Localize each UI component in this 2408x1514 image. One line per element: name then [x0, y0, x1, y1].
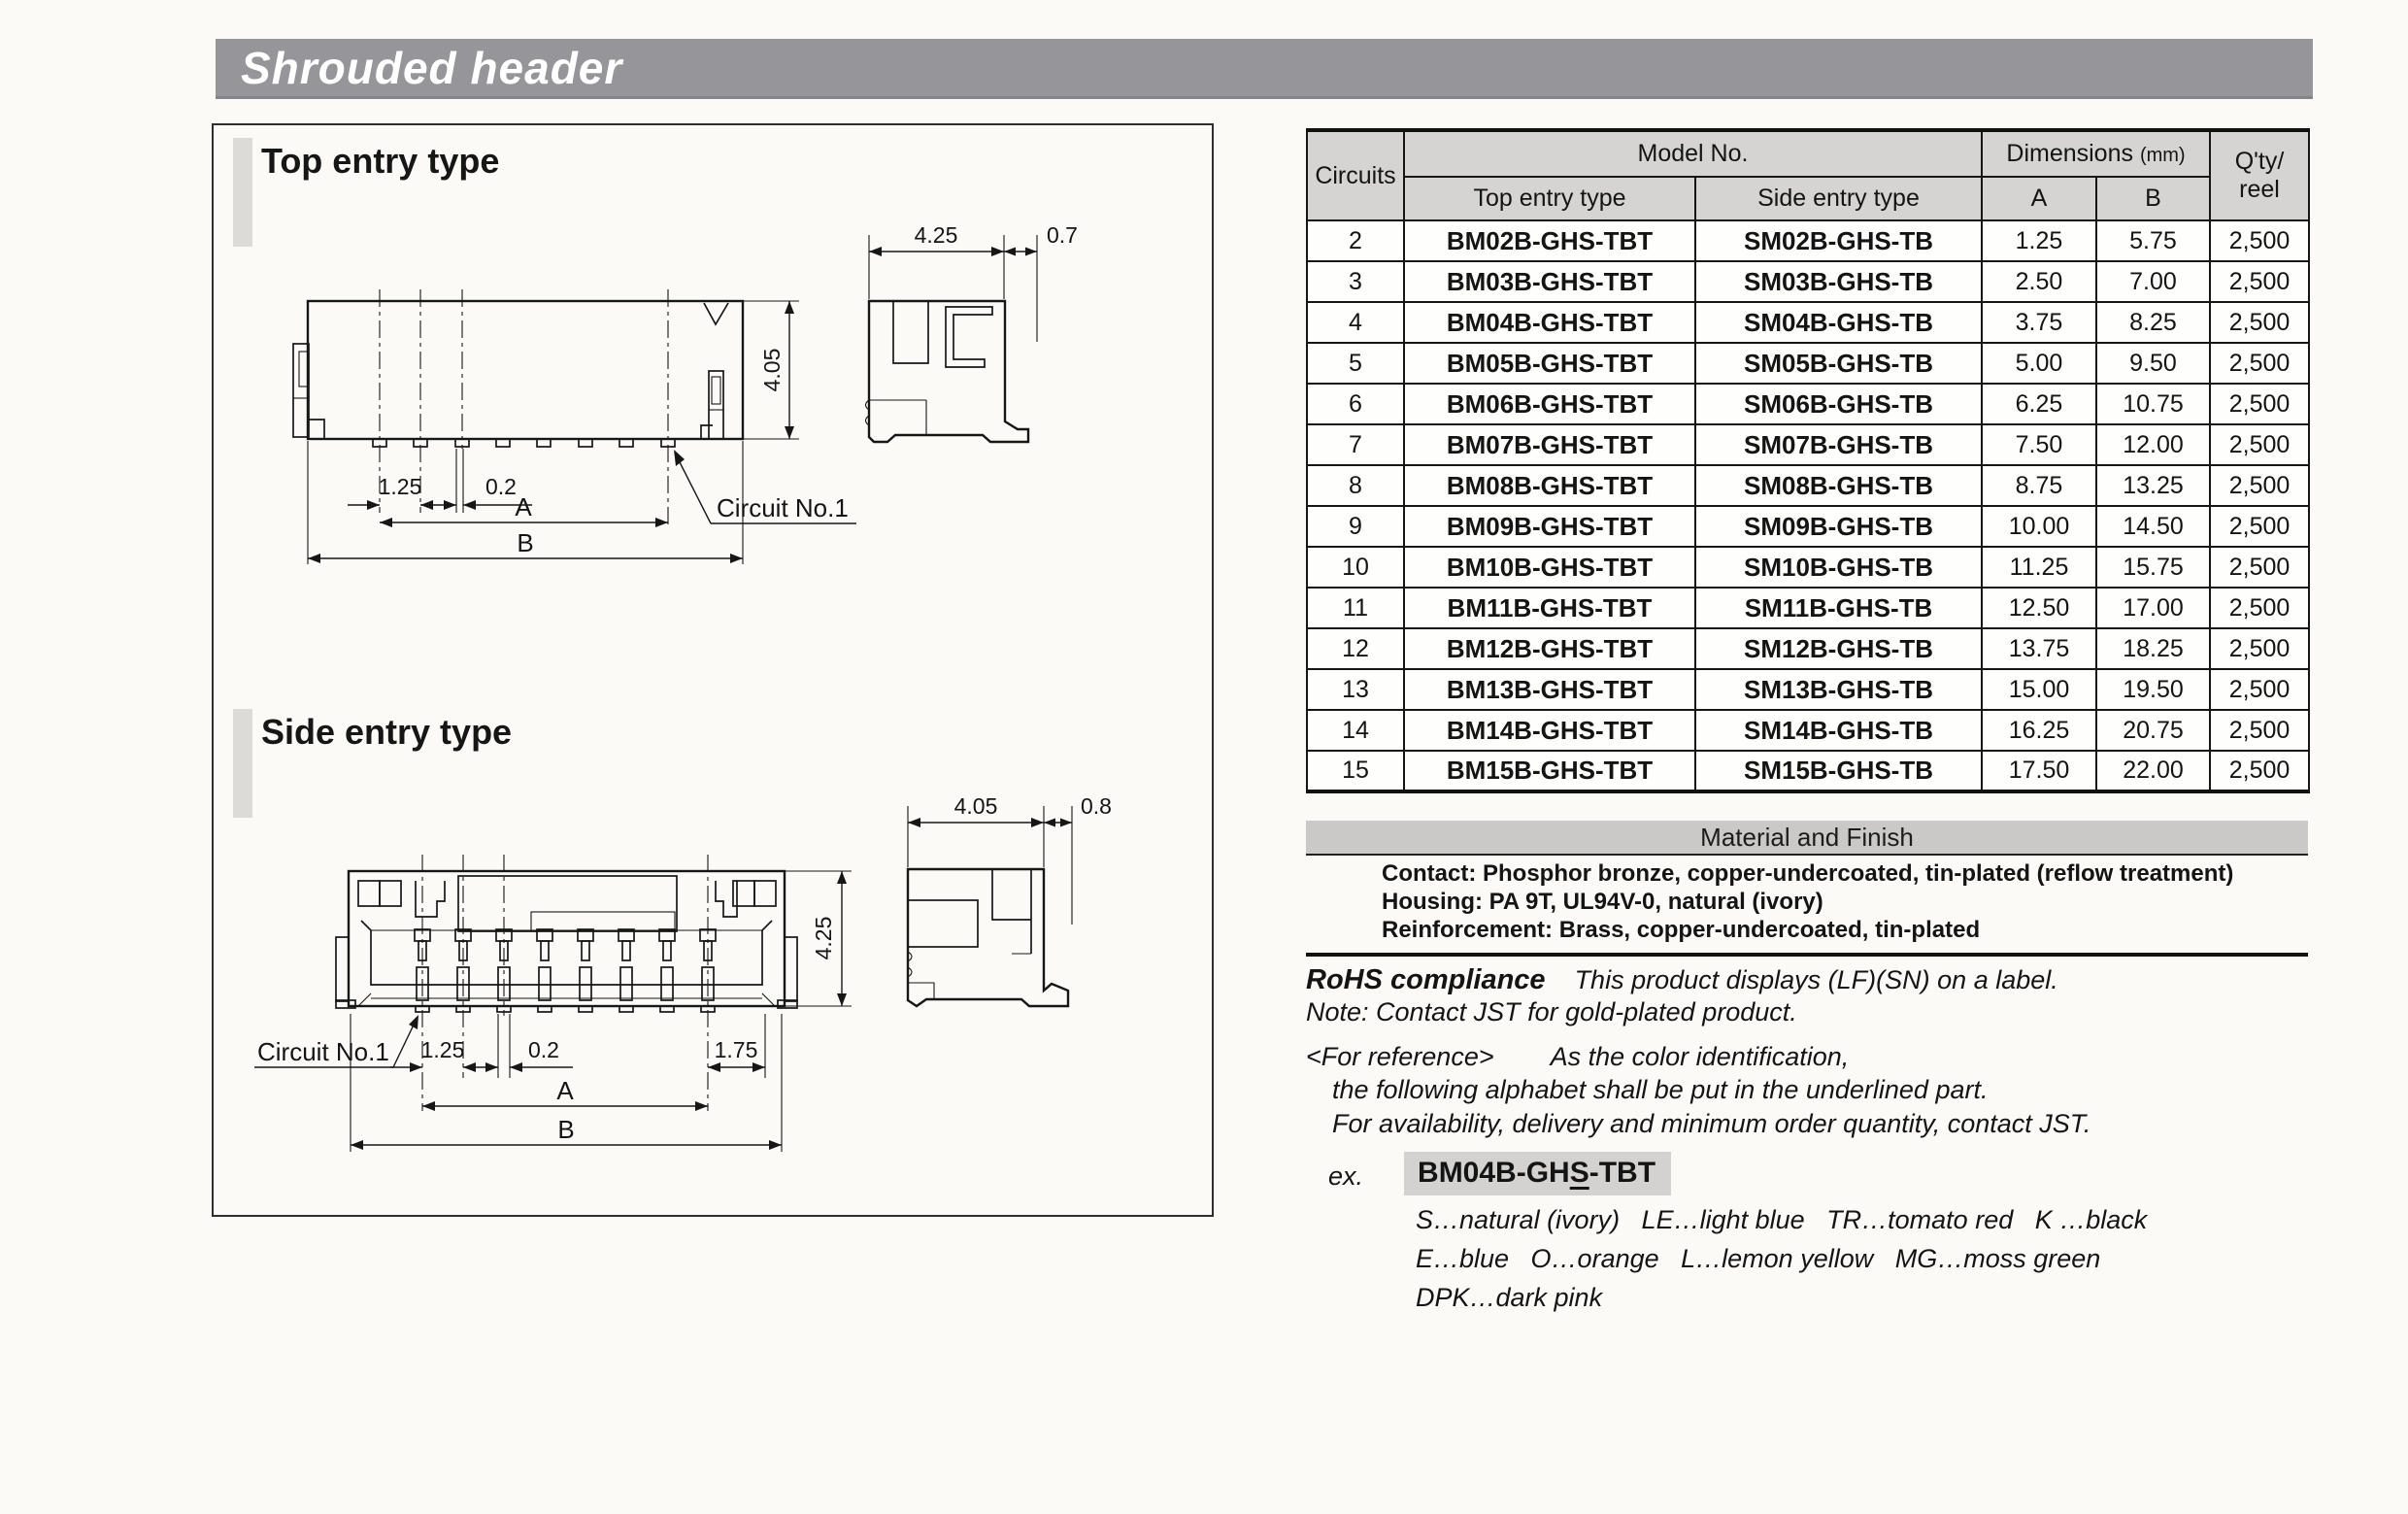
dim-label-sideside-tail: 0.8	[1081, 798, 1112, 819]
cell-dim-a: 3.75	[1982, 302, 2096, 343]
page-title: Shrouded header	[241, 42, 623, 93]
table-row	[1307, 506, 2309, 547]
cell-circuits: 13	[1307, 669, 1404, 710]
cell-qty: 2,500	[2210, 302, 2309, 343]
part-underlined-letter: S	[1569, 1157, 1589, 1189]
dim-label-side-end: 1.75	[714, 1037, 758, 1062]
reference-intro-line	[1306, 1042, 1849, 1072]
cell-top-model: BM12B-GHS-TBT	[1404, 628, 1695, 669]
cell-top-model: BM06B-GHS-TBT	[1404, 384, 1695, 424]
cell-circuits: 10	[1307, 547, 1404, 588]
cell-qty: 2,500	[2210, 547, 2309, 588]
cell-circuits: 12	[1307, 628, 1404, 669]
gold-plated-note: Note: Contact JST for gold-plated product.	[1306, 997, 1797, 1026]
material-contact-line: Contact: Phosphor bronze, copper-undercoated, tin-plated (reflow treatment)	[1382, 860, 2234, 887]
for-reference-label: <For reference>	[1306, 1042, 1494, 1071]
dim-label-side-a: A	[556, 1076, 574, 1105]
material-finish-heading: Material and Finish	[1700, 822, 1914, 852]
dim-label-topside-tail: 0.7	[1047, 222, 1078, 248]
cell-top-model: BM05B-GHS-TBT	[1404, 343, 1695, 384]
dim-label-top-pitch: 1.25	[378, 474, 422, 499]
cell-side-model: SM11B-GHS-TB	[1695, 588, 1982, 628]
example-part-number	[1404, 1152, 1671, 1195]
section-divider-rule	[1306, 953, 2308, 957]
material-reinforcement-line: Reinforcement: Brass, copper-undercoated, tin-plated	[1382, 917, 1981, 943]
cell-side-model: SM10B-GHS-TB	[1695, 547, 1982, 588]
cell-circuits: 11	[1307, 588, 1404, 628]
cell-qty: 2,500	[2210, 588, 2309, 628]
side-entry-accent-bar	[233, 709, 252, 818]
cell-dim-b: 14.50	[2096, 506, 2210, 547]
color-code-line3: DPK…dark pink	[1416, 1283, 1603, 1312]
cell-qty: 2,500	[2210, 506, 2309, 547]
table-row	[1307, 751, 2309, 791]
dim-label-topside-width: 4.25	[914, 222, 958, 248]
cell-side-model: SM03B-GHS-TB	[1695, 261, 1982, 302]
col-header-qty-reel	[2210, 130, 2309, 220]
dim-label-side-tab: 0.2	[528, 1037, 559, 1062]
cell-dim-b: 7.00	[2096, 261, 2210, 302]
cell-circuits: 2	[1307, 220, 1404, 261]
top-entry-side-drawing	[837, 206, 1089, 468]
table-row	[1307, 343, 2309, 384]
side-entry-front-drawing	[225, 837, 905, 1167]
cell-top-model: BM03B-GHS-TBT	[1404, 261, 1695, 302]
cell-dim-a: 5.00	[1982, 343, 2096, 384]
cell-side-model: SM15B-GHS-TB	[1695, 751, 1982, 791]
cell-side-model: SM04B-GHS-TB	[1695, 302, 1982, 343]
cell-circuits: 5	[1307, 343, 1404, 384]
qty-label-line2: reel	[2239, 176, 2280, 203]
cell-dim-b: 9.50	[2096, 343, 2210, 384]
cell-dim-a: 1.25	[1982, 220, 2096, 261]
cell-side-model: SM12B-GHS-TB	[1695, 628, 1982, 669]
side-entry-side-drawing	[895, 798, 1128, 1022]
cell-top-model: BM13B-GHS-TBT	[1404, 669, 1695, 710]
cell-circuits: 6	[1307, 384, 1404, 424]
cell-dim-b: 17.00	[2096, 588, 2210, 628]
dim-label-top-height: 4.05	[759, 348, 785, 392]
page-title-bar	[216, 39, 2313, 99]
cell-qty: 2,500	[2210, 710, 2309, 751]
cell-top-model: BM08B-GHS-TBT	[1404, 465, 1695, 506]
cell-side-model: SM13B-GHS-TB	[1695, 669, 1982, 710]
table-row	[1307, 220, 2309, 261]
cell-top-model: BM04B-GHS-TBT	[1404, 302, 1695, 343]
cell-top-model: BM15B-GHS-TBT	[1404, 751, 1695, 791]
part-prefix: BM04B-GH	[1418, 1157, 1570, 1189]
qty-label-line1: Q'ty/	[2234, 148, 2285, 175]
table-row	[1307, 302, 2309, 343]
table-row	[1307, 669, 2309, 710]
cell-dim-a: 11.25	[1982, 547, 2096, 588]
col-header-top-entry: Top entry type	[1404, 177, 1695, 220]
cell-dim-b: 5.75	[2096, 220, 2210, 261]
cell-qty: 2,500	[2210, 220, 2309, 261]
cell-dim-a: 8.75	[1982, 465, 2096, 506]
cell-dim-a: 7.50	[1982, 424, 2096, 465]
rohs-statement: This product displays (LF)(SN) on a label.	[1574, 965, 2058, 994]
cell-side-model: SM14B-GHS-TB	[1695, 710, 1982, 751]
top-entry-heading: Top entry type	[261, 141, 500, 181]
dim-label-side-b: B	[557, 1115, 575, 1144]
model-table	[1306, 128, 2310, 793]
material-finish-bar	[1306, 821, 2308, 856]
dim-label-side-pitch: 1.25	[420, 1037, 465, 1062]
cell-circuits: 4	[1307, 302, 1404, 343]
cell-qty: 2,500	[2210, 261, 2309, 302]
example-label: ex.	[1328, 1161, 1364, 1191]
dim-label-top-b: B	[517, 528, 534, 557]
cell-dim-a: 10.00	[1982, 506, 2096, 547]
cell-qty: 2,500	[2210, 669, 2309, 710]
table-row	[1307, 384, 2309, 424]
cell-top-model: BM10B-GHS-TBT	[1404, 547, 1695, 588]
material-housing-line: Housing: PA 9T, UL94V-0, natural (ivory)	[1382, 889, 1823, 915]
reference-line3: For availability, delivery and minimum order quantity, contact JST.	[1332, 1109, 2091, 1138]
color-code-list	[1416, 1200, 2147, 1317]
cell-dim-b: 19.50	[2096, 669, 2210, 710]
cell-top-model: BM02B-GHS-TBT	[1404, 220, 1695, 261]
cell-top-model: BM09B-GHS-TBT	[1404, 506, 1695, 547]
reference-line2: the following alphabet shall be put in the underlined part.	[1332, 1075, 1989, 1104]
col-header-circuits: Circuits	[1307, 130, 1404, 220]
table-row	[1307, 261, 2309, 302]
col-header-side-entry: Side entry type	[1695, 177, 1982, 220]
dim-label-top-tab: 0.2	[485, 474, 517, 499]
color-code-line2: E…blue O…orange L…lemon yellow MG…moss green	[1416, 1244, 2101, 1273]
cell-circuits: 8	[1307, 465, 1404, 506]
cell-dim-a: 16.25	[1982, 710, 2096, 751]
rohs-line	[1306, 964, 2058, 996]
cell-dim-b: 10.75	[2096, 384, 2210, 424]
col-header-dimensions	[1982, 130, 2210, 177]
table-row	[1307, 424, 2309, 465]
circuit-no1-label-side: Circuit No.1	[257, 1037, 389, 1066]
col-header-model-no: Model No.	[1404, 130, 1982, 177]
table-row	[1307, 628, 2309, 669]
cell-circuits: 7	[1307, 424, 1404, 465]
cell-dim-b: 22.00	[2096, 751, 2210, 791]
top-entry-front-drawing	[274, 274, 876, 585]
cell-qty: 2,500	[2210, 424, 2309, 465]
cell-dim-a: 2.50	[1982, 261, 2096, 302]
cell-circuits: 15	[1307, 751, 1404, 791]
side-entry-heading: Side entry type	[261, 712, 513, 752]
cell-top-model: BM07B-GHS-TBT	[1404, 424, 1695, 465]
cell-dim-a: 17.50	[1982, 751, 2096, 791]
col-header-dim-b: B	[2096, 177, 2210, 220]
color-code-line1: S…natural (ivory) LE…light blue TR…tomato red K …black	[1416, 1205, 2148, 1234]
cell-qty: 2,500	[2210, 751, 2309, 791]
cell-dim-b: 13.25	[2096, 465, 2210, 506]
cell-qty: 2,500	[2210, 465, 2309, 506]
dimensions-label: Dimensions	[2006, 140, 2133, 167]
table-row	[1307, 547, 2309, 588]
cell-dim-a: 15.00	[1982, 669, 2096, 710]
cell-side-model: SM09B-GHS-TB	[1695, 506, 1982, 547]
rohs-label: RoHS compliance	[1306, 964, 1546, 995]
cell-circuits: 9	[1307, 506, 1404, 547]
example-part-row	[1328, 1152, 1671, 1195]
cell-side-model: SM08B-GHS-TB	[1695, 465, 1982, 506]
cell-dim-b: 20.75	[2096, 710, 2210, 751]
reference-intro-text: As the color identification,	[1550, 1042, 1850, 1071]
cell-dim-b: 15.75	[2096, 547, 2210, 588]
cell-qty: 2,500	[2210, 343, 2309, 384]
cell-top-model: BM14B-GHS-TBT	[1404, 710, 1695, 751]
cell-dim-a: 12.50	[1982, 588, 2096, 628]
top-entry-accent-bar	[233, 138, 252, 247]
cell-dim-b: 12.00	[2096, 424, 2210, 465]
dimensions-unit-label: (mm)	[2139, 145, 2186, 166]
dim-label-side-height: 4.25	[811, 916, 836, 960]
cell-side-model: SM02B-GHS-TB	[1695, 220, 1982, 261]
cell-dim-b: 8.25	[2096, 302, 2210, 343]
cell-dim-a: 13.75	[1982, 628, 2096, 669]
cell-qty: 2,500	[2210, 628, 2309, 669]
col-header-dim-a: A	[1982, 177, 2096, 220]
table-row	[1307, 710, 2309, 751]
part-suffix: -TBT	[1589, 1157, 1656, 1189]
cell-qty: 2,500	[2210, 384, 2309, 424]
model-table-body	[1307, 220, 2309, 791]
cell-side-model: SM07B-GHS-TB	[1695, 424, 1982, 465]
cell-circuits: 3	[1307, 261, 1404, 302]
table-row	[1307, 588, 2309, 628]
drawings-panel	[212, 123, 1214, 1217]
cell-side-model: SM05B-GHS-TB	[1695, 343, 1982, 384]
circuit-no1-label-top: Circuit No.1	[717, 493, 849, 522]
cell-side-model: SM06B-GHS-TB	[1695, 384, 1982, 424]
cell-dim-b: 18.25	[2096, 628, 2210, 669]
cell-circuits: 14	[1307, 710, 1404, 751]
cell-top-model: BM11B-GHS-TBT	[1404, 588, 1695, 628]
cell-dim-a: 6.25	[1982, 384, 2096, 424]
material-lines	[1382, 859, 2333, 944]
table-row	[1307, 465, 2309, 506]
dim-label-top-a: A	[515, 492, 532, 521]
dim-label-sideside-width: 4.05	[953, 798, 998, 819]
